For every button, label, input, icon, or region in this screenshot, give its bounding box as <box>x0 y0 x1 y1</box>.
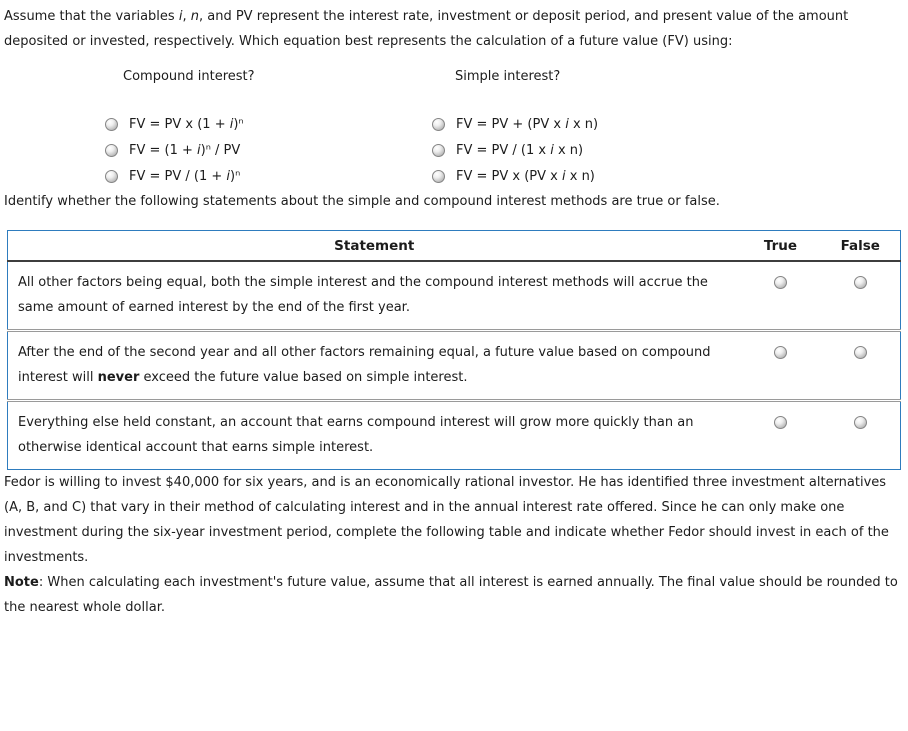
row-2-true-radio[interactable] <box>774 346 787 359</box>
simple-option-3-radio[interactable] <box>432 170 445 183</box>
note-label: Note <box>4 575 39 590</box>
formula-pre: FV = (1 + <box>129 142 198 158</box>
compound-option-3 <box>105 163 432 189</box>
simple-option-1-radio[interactable] <box>432 118 445 131</box>
compound-option-3-radio[interactable] <box>105 170 118 183</box>
note-text: : When calculating each investment's future value, assume that all interest is earned annually. The final value should be rounded to the nearest whole dollar. <box>4 575 898 615</box>
formula-pre: FV = PV x (PV x <box>456 168 562 184</box>
simple-option-2-radio[interactable] <box>432 144 445 157</box>
statement-text: Everything else held constant, an account that earns compound interest will grow more quickly than an otherwise identical account that earns simple interest. <box>18 415 694 455</box>
formula-var-i: i <box>229 116 234 132</box>
intro-paragraph <box>4 4 904 54</box>
simple-option-1-label <box>456 117 598 132</box>
intro-text-a: Assume that the variables <box>4 9 179 24</box>
table-header-row <box>8 231 901 262</box>
row-1-false-radio[interactable] <box>854 276 867 289</box>
compound-option-2-label <box>129 143 240 158</box>
intro-text-b: , <box>182 9 191 24</box>
statement-text-pre: After the end of the second year and all other factors remaining equal, a future value based on compound interest will <box>18 345 711 385</box>
formula-var-i: i <box>197 142 201 158</box>
statement-cell <box>8 401 741 470</box>
formula-post: x n) <box>568 116 599 132</box>
simple-option-3-label <box>456 169 595 184</box>
compound-option-1-label <box>129 117 244 132</box>
simple-interest-heading: Simple interest? <box>455 69 561 84</box>
formula-post: )ⁿ <box>233 116 244 132</box>
simple-option-2-label <box>456 143 583 158</box>
true-cell <box>741 261 821 331</box>
simple-option-3 <box>432 163 904 189</box>
compound-option-2-radio[interactable] <box>105 144 118 157</box>
row-3-true-radio[interactable] <box>774 416 787 429</box>
simple-interest-column <box>432 69 904 189</box>
table-row <box>8 401 901 470</box>
compound-interest-column <box>105 69 432 189</box>
false-column-header: False <box>821 231 901 262</box>
row-1-true-radio[interactable] <box>774 276 787 289</box>
intro-var-n: n <box>190 9 199 24</box>
true-column-header: True <box>741 231 821 262</box>
false-cell <box>821 261 901 331</box>
false-cell <box>821 331 901 401</box>
true-cell <box>741 401 821 470</box>
simple-option-2 <box>432 137 904 163</box>
formula-var-i: i <box>565 116 569 132</box>
compound-interest-heading: Compound interest? <box>123 69 255 84</box>
formula-pre: FV = PV + (PV x <box>456 116 566 132</box>
true-false-table <box>7 230 901 470</box>
fedor-paragraph: Fedor is willing to invest $40,000 for six years, and is an economically rational investor. He has identified three investment alternatives (A, B, and C) that vary in their method of calculating interest and in the annual interest rate offered. Since he can only make one investment during the six-year investment period, complete the following table and indicate whether Fedor should invest in each of the investments. <box>4 475 889 565</box>
formula-pre: FV = PV / (1 x <box>456 142 551 158</box>
compound-option-1 <box>105 111 432 137</box>
statement-text-post: exceed the future value based on simple interest. <box>139 370 468 385</box>
statement-text-bold: never <box>97 370 140 385</box>
formula-post: )ⁿ <box>230 168 241 184</box>
formula-var-i: i <box>561 168 566 184</box>
row-2-false-radio[interactable] <box>854 346 867 359</box>
formula-var-i: i <box>226 168 231 184</box>
compound-option-2 <box>105 137 432 163</box>
formula-post: x n) <box>565 168 595 184</box>
simple-option-1 <box>432 111 904 137</box>
formula-pre: FV = PV x (1 + <box>129 116 230 132</box>
table-row <box>8 331 901 401</box>
compound-option-1-radio[interactable] <box>105 118 118 131</box>
true-cell <box>741 331 821 401</box>
formula-post: x n) <box>553 142 584 158</box>
row-3-false-radio[interactable] <box>854 416 867 429</box>
true-false-instruction: Identify whether the following statements about the simple and compound interest methods are true or false. <box>4 194 720 209</box>
compound-option-3-label <box>129 169 240 184</box>
interest-question-columns <box>105 69 904 189</box>
statement-column-header: Statement <box>8 231 741 262</box>
statement-cell <box>8 331 741 401</box>
formula-pre: FV = PV / (1 + <box>129 168 227 184</box>
false-cell <box>821 401 901 470</box>
intro-text-c: , and PV represent the interest rate, investment or deposit period, and present value of the amount deposited or invested, respectively. Which equation best represents the calculation of a future value (FV) using: <box>4 9 849 49</box>
formula-post: )ⁿ / PV <box>200 142 241 158</box>
table-row <box>8 261 901 331</box>
formula-var-i: i <box>550 142 554 158</box>
intro-var-i: i <box>178 9 183 24</box>
statement-text: All other factors being equal, both the simple interest and the compound interest methods will accrue the same amount of earned interest by the end of the first year. <box>18 275 708 315</box>
statement-cell <box>8 261 741 331</box>
note-paragraph <box>4 570 904 620</box>
